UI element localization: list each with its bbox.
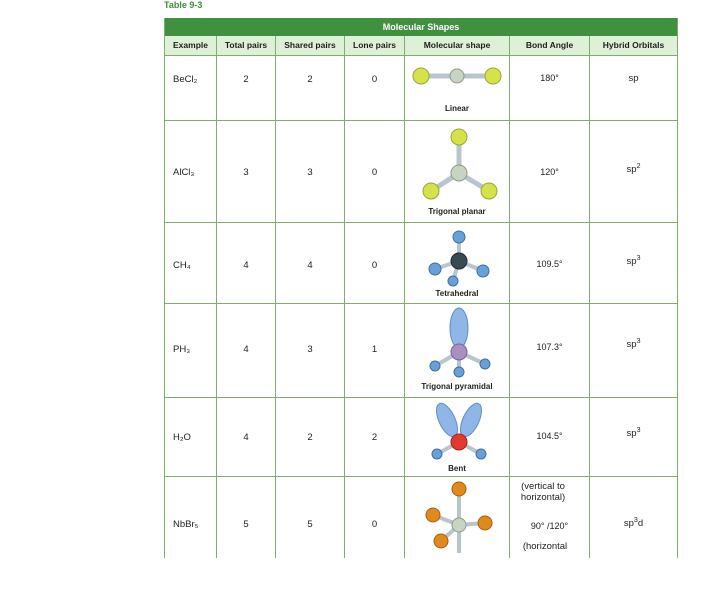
shape-name: Tetrahedral [435, 289, 479, 298]
lone-pairs-cell: 0 [371, 167, 378, 178]
shape-name: Trigonal planar [428, 207, 486, 216]
shared-pairs-cell: 2 [307, 74, 313, 85]
hybrid-base: sp [623, 518, 634, 530]
tetrahedral-molecule-model [423, 229, 497, 287]
bond-angle-cell: 107.3° [536, 342, 563, 352]
header-molecular-shape: Molecular shape [405, 36, 509, 56]
shared-pairs-cell: 3 [307, 167, 313, 178]
shape-name: Bent [448, 464, 466, 473]
total-pairs-cell: 5 [243, 519, 249, 530]
bond-angle-note-bottom: (horizontal [522, 541, 568, 552]
bond-angle-cell: 120° [540, 167, 559, 177]
example-cell: NbBr₅ [173, 519, 199, 530]
table-row [165, 121, 677, 223]
trigonal-bipyramidal-molecule-model [423, 481, 497, 557]
bond-angle-cell: 104.5° [536, 431, 563, 441]
bent-molecule-model [423, 400, 497, 462]
lone-pairs-cell: 2 [371, 432, 378, 443]
hybrid-suffix: d [637, 518, 644, 530]
hybrid-superscript: 3 [633, 517, 638, 524]
shared-pairs-cell: 4 [307, 260, 313, 271]
hybrid-superscript: 3 [636, 338, 641, 345]
header-total-pairs: Total pairs [217, 36, 275, 56]
table-row [165, 56, 677, 121]
lone-pairs-cell: 0 [371, 260, 378, 271]
shared-pairs-cell: 2 [307, 432, 313, 443]
lone-pairs-cell: 1 [371, 344, 378, 355]
lone-pairs-cell: 0 [371, 519, 378, 530]
total-pairs-cell: 4 [243, 260, 249, 271]
total-pairs-cell: 4 [243, 344, 249, 355]
hybrid-superscript: 2 [636, 163, 641, 170]
header-example: Example [165, 36, 216, 56]
hybrid-base: sp [626, 164, 637, 176]
bond-angle-note-top: (vertical to horizontal) [520, 481, 566, 503]
trigonal-pyramidal-molecule-model [423, 306, 497, 378]
table-title: Molecular Shapes [165, 18, 677, 36]
example-cell: CH₄ [173, 260, 191, 271]
linear-molecule-model [409, 64, 505, 90]
table-row [165, 398, 677, 477]
header-lone-pairs: Lone pairs [345, 36, 404, 56]
total-pairs-cell: 2 [243, 74, 249, 85]
header-hybrid-orbitals: Hybrid Orbitals [590, 36, 677, 56]
example-cell: PH₃ [173, 344, 191, 355]
table-row [165, 304, 677, 398]
table-label: Table 9-3 [164, 0, 203, 10]
table-row [165, 477, 677, 558]
total-pairs-cell: 3 [243, 167, 249, 178]
shape-name: Linear [444, 104, 469, 113]
header-bond-angle: Bond Angle [510, 36, 589, 56]
hybrid-base: sp [628, 73, 639, 84]
shape-name: Trigonal pyramidal [421, 382, 493, 391]
total-pairs-cell: 4 [243, 432, 249, 443]
example-cell: AlCl₃ [173, 167, 195, 178]
trigonal-planar-molecule-model [415, 127, 505, 207]
hybrid-base: sp [626, 256, 637, 268]
lone-pairs-cell: 0 [371, 74, 378, 85]
shared-pairs-cell: 3 [307, 344, 313, 355]
example-cell: BeCl₂ [173, 74, 198, 85]
hybrid-superscript: 3 [636, 427, 641, 434]
table-row [165, 223, 677, 304]
bond-angle-cell: 90° /120° [530, 521, 569, 531]
header-shared-pairs: Shared pairs [276, 36, 344, 56]
hybrid-base: sp [626, 339, 637, 351]
bond-angle-cell: 109.5° [536, 259, 563, 269]
bond-angle-cell: 180° [540, 73, 559, 83]
shared-pairs-cell: 5 [307, 519, 313, 530]
molecular-shapes-table [164, 18, 678, 558]
hybrid-base: sp [626, 428, 637, 440]
hybrid-superscript: 3 [636, 255, 641, 262]
example-cell: H₂O [173, 432, 191, 443]
hybrid-orbitals-cell [590, 517, 677, 598]
